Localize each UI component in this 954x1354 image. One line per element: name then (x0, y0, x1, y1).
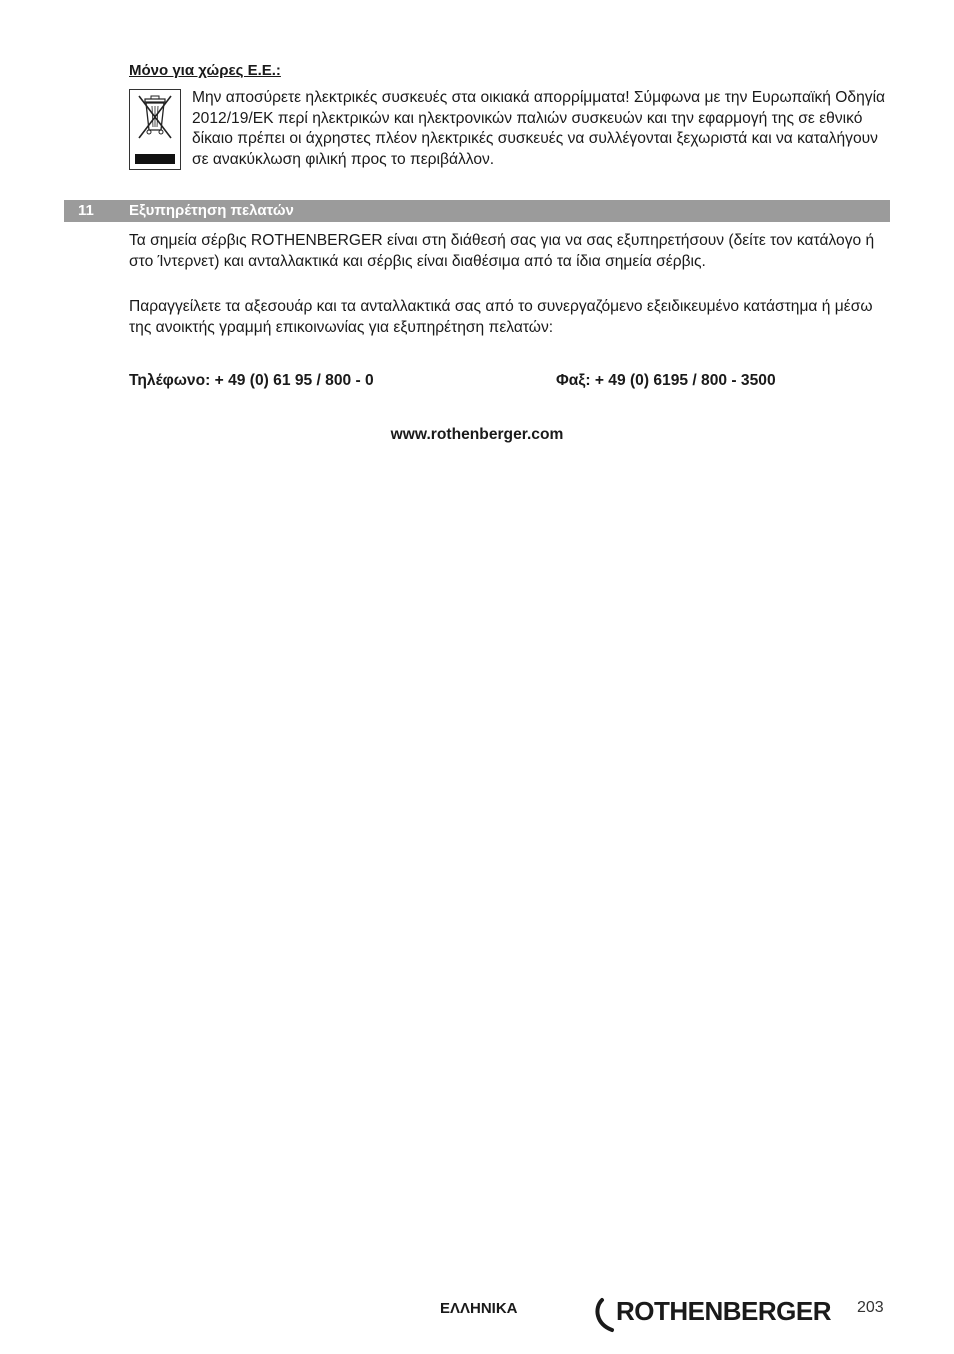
rothenberger-logo (592, 1294, 842, 1336)
eu-notice-title: Μόνο για χώρες Ε.Ε.: (129, 62, 281, 79)
service-paragraph-1: Τα σημεία σέρβις ROTHENBERGER είναι στη διάθεσή σας για να σας εξυπηρετήσουν (δείτε τον κατάλογο ή στο Ίντερνετ) και ανταλλακτικά και σέρβις είναι διαθέσιμα από τα ίδια σημεία σέρβις. (129, 232, 875, 270)
service-paragraph-2: Παραγγείλετε τα αξεσουάρ και τα ανταλλακτικά σας από το συνεργαζόμενο εξειδικευμένο κατάστημα ή μέσω της ανοικτής γραμμή επικοινωνίας για εξυπηρέτηση πελατών: (129, 298, 873, 336)
fax-number: Φαξ: + 49 (0) 6195 / 800 - 3500 (556, 372, 776, 389)
website-link[interactable]: www.rothenberger.com (390, 426, 564, 443)
page-number: 203 (857, 1299, 884, 1316)
section-number: 11 (78, 202, 94, 219)
section-header-bar (64, 200, 890, 222)
section-title: Εξυπηρέτηση πελατών (129, 202, 294, 219)
eu-notice-text: Μην αποσύρετε ηλεκτρικές συσκευές στα οικιακά απορρίμματα! Σύμφωνα με την Ευρωπαϊκή Οδηγία 2012/19/ΕΚ περί ηλεκτρικών και ηλεκτρονικών παλιών συσκευών και την εφαρμογή της σε εθνικό δίκαιο πρέπει οι άχρηστες πλέον ηλεκτρικές συσκευές να συλλέγονται ξεχωριστά και να καταλήγουν σε ανακύκλωση φιλική προς το περιβάλλον. (192, 89, 886, 168)
phone-number: Τηλέφωνο: + 49 (0) 61 95 / 800 - 0 (129, 372, 374, 389)
footer-language: ΕΛΛΗΝΙΚΑ (440, 1300, 518, 1317)
logo-wordmark: ROTHENBERGER (616, 1296, 832, 1326)
weee-bin-icon (129, 89, 181, 170)
